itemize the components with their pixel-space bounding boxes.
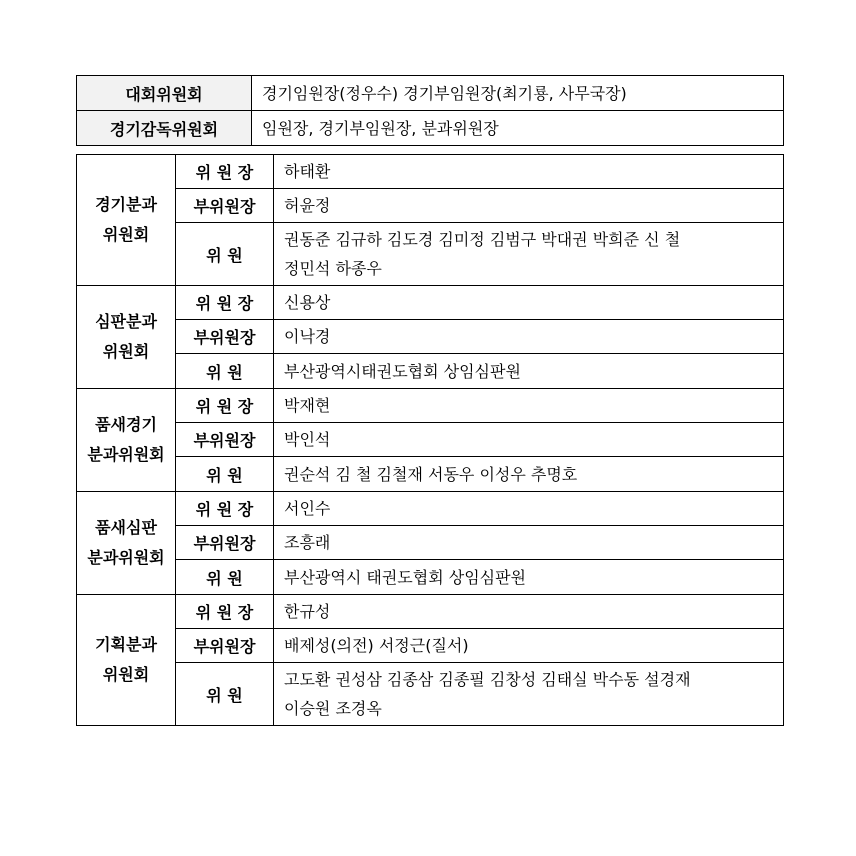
table-row (77, 320, 784, 354)
member-line: 부산광역시태권도협회 상임심판원 (284, 361, 521, 381)
member-line: 신용상 (284, 293, 331, 312)
member-line: 하태환 (284, 162, 331, 181)
table-row (77, 76, 784, 111)
member-line: 고도환 권성삼 김종삼 김종필 김창성 김태실 박수동 설경재 (284, 670, 691, 689)
committee-label: 대회위원회 (77, 76, 252, 111)
table-row (77, 423, 784, 457)
member-names (274, 492, 784, 526)
member-names (274, 354, 784, 389)
member-names (274, 457, 784, 492)
member-line: 이낙경 (284, 327, 331, 346)
group-name-line: 분과위원회 (87, 548, 165, 567)
group-name-line: 위원회 (102, 342, 150, 361)
group-name (77, 286, 176, 389)
member-line: 서인수 (284, 499, 331, 518)
group-name-line: 위원회 (102, 665, 150, 684)
committee-value: 임원장, 경기부임원장, 분과위원장 (252, 111, 784, 146)
table-row (77, 663, 784, 726)
member-names (274, 389, 784, 423)
role-label: 위 원 장 (176, 286, 274, 320)
member-names (274, 223, 784, 286)
subcommittee-table (76, 154, 784, 726)
table-row (77, 526, 784, 560)
group-name-line: 분과위원회 (87, 445, 165, 464)
member-line: 박인석 (284, 430, 331, 449)
group-name-line: 위원회 (102, 225, 150, 244)
role-label: 위 원 (176, 223, 274, 286)
member-line: 조흥래 (284, 533, 331, 552)
table-row (77, 629, 784, 663)
role-label: 위 원 (176, 457, 274, 492)
role-label: 위 원 장 (176, 389, 274, 423)
table-row (77, 155, 784, 189)
group-name (77, 155, 176, 286)
member-line: 이승원 조경옥 (284, 699, 382, 718)
role-label: 부위원장 (176, 629, 274, 663)
group-name (77, 389, 176, 492)
member-names (274, 423, 784, 457)
member-names (274, 155, 784, 189)
member-names (274, 663, 784, 726)
member-names (274, 629, 784, 663)
member-line: 정민석 하종우 (284, 259, 382, 278)
member-names (274, 320, 784, 354)
table-row (77, 223, 784, 286)
member-names (274, 595, 784, 629)
role-label: 부위원장 (176, 320, 274, 354)
group-name-line: 품새경기 (95, 415, 157, 434)
member-line: 박재현 (284, 396, 331, 415)
member-line: 한규성 (284, 602, 331, 621)
group-name (77, 595, 176, 726)
member-line: 권순석 김 철 김철재 서동우 이성우 추명호 (284, 464, 578, 484)
committee-table (76, 75, 784, 146)
table-row (77, 111, 784, 146)
group-name (77, 492, 176, 595)
member-line: 권동준 김규하 김도경 김미정 김범구 박대권 박희준 신 철 (284, 230, 681, 249)
role-label: 위 원 장 (176, 492, 274, 526)
member-line: 허윤정 (284, 196, 331, 215)
role-label: 위 원 장 (176, 595, 274, 629)
member-names (274, 526, 784, 560)
group-name-line: 기획분과 (95, 635, 157, 654)
table-row (77, 560, 784, 595)
member-line: 부산광역시 태권도협회 상임심판원 (284, 567, 527, 587)
table-row (77, 354, 784, 389)
role-label: 부위원장 (176, 423, 274, 457)
table-row (77, 457, 784, 492)
role-label: 위 원 (176, 560, 274, 595)
table-row (77, 595, 784, 629)
table-row (77, 389, 784, 423)
role-label: 부위원장 (176, 526, 274, 560)
table-row (77, 189, 784, 223)
role-label: 위 원 (176, 663, 274, 726)
role-label: 위 원 장 (176, 155, 274, 189)
member-names (274, 286, 784, 320)
table-row (77, 492, 784, 526)
group-name-line: 경기분과 (95, 195, 157, 214)
role-label: 위 원 (176, 354, 274, 389)
table-row (77, 286, 784, 320)
member-names (274, 560, 784, 595)
group-name-line: 품새심판 (95, 518, 157, 537)
member-names (274, 189, 784, 223)
group-name-line: 심판분과 (95, 312, 157, 331)
committee-value: 경기임원장(정우수) 경기부임원장(최기룡, 사무국장) (252, 76, 784, 111)
role-label: 부위원장 (176, 189, 274, 223)
committee-label: 경기감독위원회 (77, 111, 252, 146)
member-line: 배제성(의전) 서정근(질서) (284, 636, 469, 655)
